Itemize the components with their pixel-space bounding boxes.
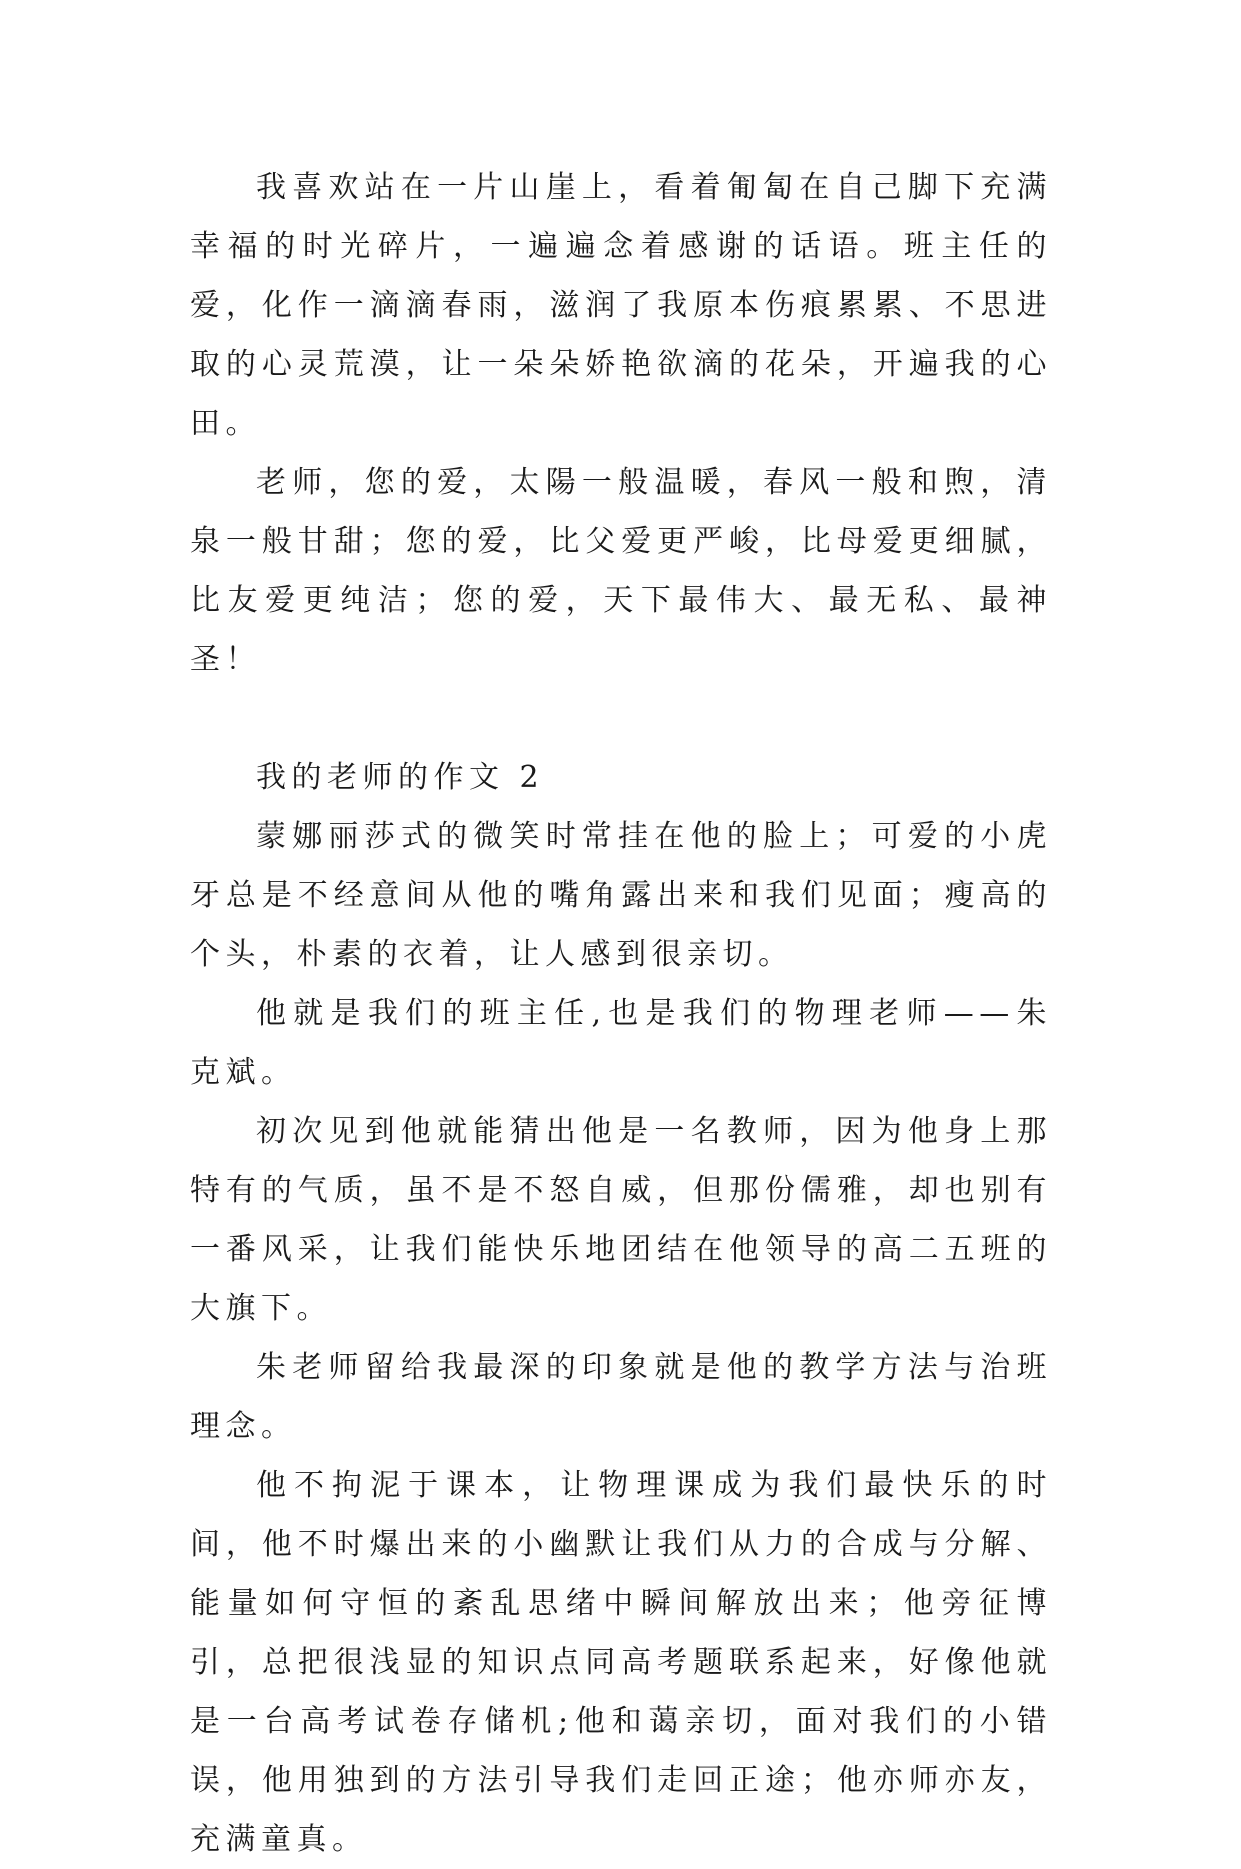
paragraph: 朱老师留给我最深的印象就是他的教学方法与治班理念。 <box>190 1350 1052 1444</box>
paragraph: 我喜欢站在一片山崖上，看着匍匐在自己脚下充满幸福的时光碎片，一遍遍念着感谢的话语。班主任的爱，化作一滴滴春雨，滋润了我原本伤痕累累、不思进取的心灵荒漠，让一朵朵娇艳欲滴的花朵，开遍我的心田。 <box>190 170 1052 441</box>
paragraph: 他就是我们的班主任,也是我们的物理老师——朱克斌。 <box>190 996 1052 1090</box>
paragraph: 老师，您的爱，太陽一般温暖，春风一般和煦，清泉一般甘甜；您的爱，比父爱更严峻，比母爱更细腻，比友爱更纯洁；您的爱，天下最伟大、最无私、最神圣！ <box>190 465 1052 677</box>
paragraph: 蒙娜丽莎式的微笑时常挂在他的脸上；可爱的小虎牙总是不经意间从他的嘴角露出来和我们见面；瘦高的个头，朴素的衣着，让人感到很亲切。 <box>190 819 1052 972</box>
document-body <box>190 158 1052 1869</box>
section-title: 我的老师的作文 2 <box>256 760 545 795</box>
paragraph: 初次见到他就能猜出他是一名教师，因为他身上那特有的气质，虽不是不怒自威，但那份儒雅，却也别有一番风采，让我们能快乐地团结在他领导的高二五班的大旗下。 <box>190 1114 1052 1326</box>
paragraph: 他不拘泥于课本，让物理课成为我们最快乐的时间，他不时爆出来的小幽默让我们从力的合成与分解、能量如何守恒的紊乱思绪中瞬间解放出来；他旁征博引，总把很浅显的知识点同高考题联系起来，好像他就是一台高考试卷存储机;他和蔼亲切，面对我们的小错误，他用独到的方法引导我们走回正途；他亦师亦友，充满童真。 <box>190 1468 1052 1857</box>
